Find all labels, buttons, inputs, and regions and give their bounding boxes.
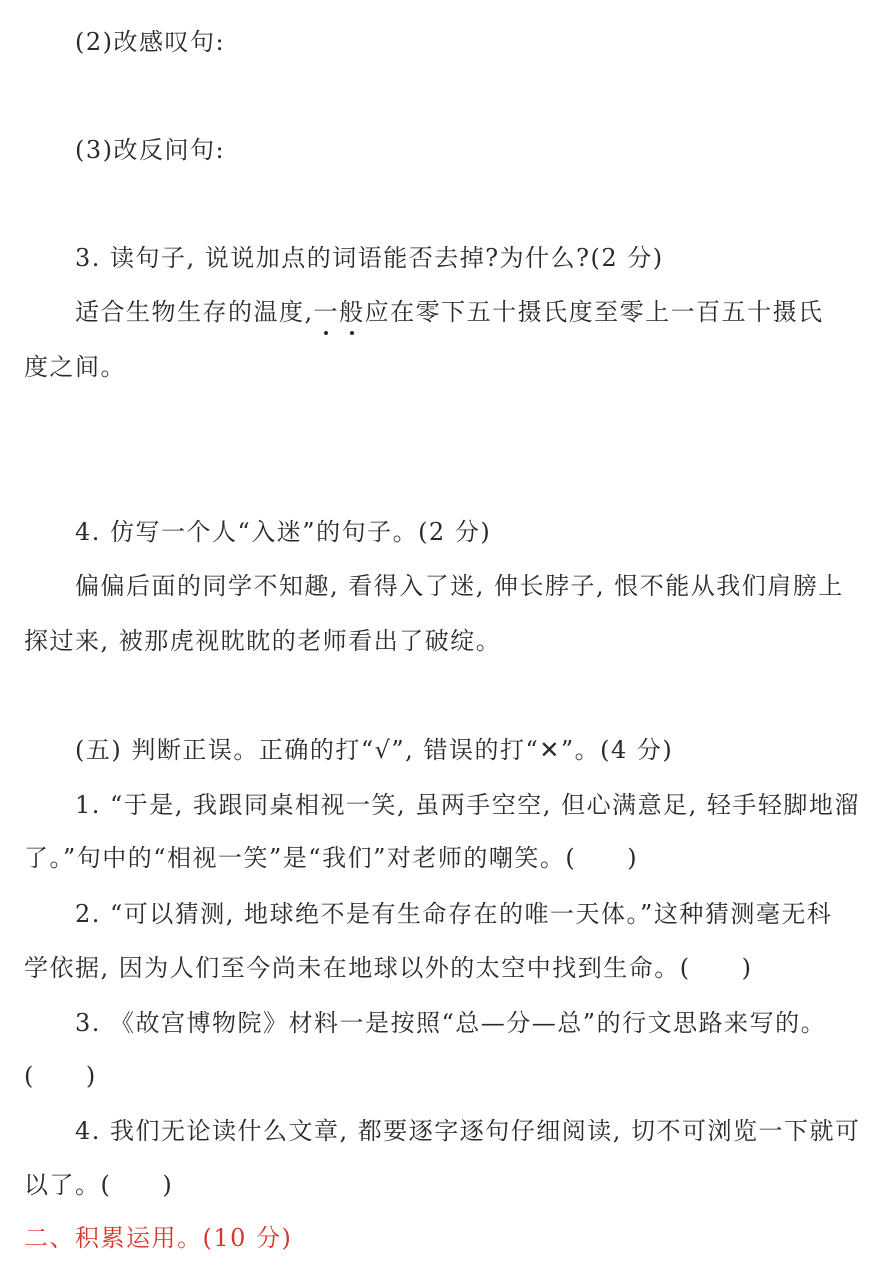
dotted-word-char-1: 一 xyxy=(313,298,340,326)
dotted-word-char-2: 般 xyxy=(339,298,365,326)
question-3-heading: 3. 读句子, 说说加点的词语能否去掉?为什么?(2 分) xyxy=(75,244,664,272)
question-3-sentence-line-1: 适合生物生存的温度,一般应在零下五十摄氏度至零上一百五十摄氏 xyxy=(75,298,824,326)
question-4-sentence-line-1: 偏偏后面的同学不知趣, 看得入了迷, 伸长脖子, 恨不能从我们肩膀上 xyxy=(75,572,844,600)
section-2-heading: 二、积累运用。(10 分) xyxy=(24,1224,293,1252)
judgment-3-line-2: ( ) xyxy=(24,1062,97,1090)
question-4-heading: 4. 仿写一个人“入迷”的句子。(2 分) xyxy=(75,518,492,546)
judgment-4-line-1: 4. 我们无论读什么文章, 都要逐字逐句仔细阅读, 切不可浏览一下就可 xyxy=(75,1117,861,1145)
judgment-1-line-2: 了。”句中的“相视一笑”是“我们”对老师的嘲笑。( ) xyxy=(24,844,639,872)
judgment-4-line-2: 以了。( ) xyxy=(24,1171,174,1199)
judgment-2-line-2: 学依据, 因为人们至今尚未在地球以外的太空中找到生命。( ) xyxy=(24,954,753,982)
section-5-heading: (五) 判断正误。正确的打“√”, 错误的打“✕”。(4 分) xyxy=(75,736,674,764)
rhetorical-rewrite-prompt: (3)改反问句: xyxy=(75,136,226,164)
question-4-sentence-line-2: 探过来, 被那虎视眈眈的老师看出了破绽。 xyxy=(24,627,502,655)
judgment-1-line-1: 1. “于是, 我跟同桌相视一笑, 虽两手空空, 但心满意足, 轻手轻脚地溜 xyxy=(75,791,860,819)
judgment-2-line-1: 2. “可以猜测, 地球绝不是有生命存在的唯一天体。”这种猜测毫无科 xyxy=(75,900,833,928)
judgment-3-line-1: 3. 《故宫博物院》材料一是按照“总—分—总”的行文思路来写的。 xyxy=(75,1009,827,1037)
exclamation-rewrite-prompt: (2)改感叹句: xyxy=(75,28,226,56)
question-3-sentence-line-2: 度之间。 xyxy=(24,353,126,381)
